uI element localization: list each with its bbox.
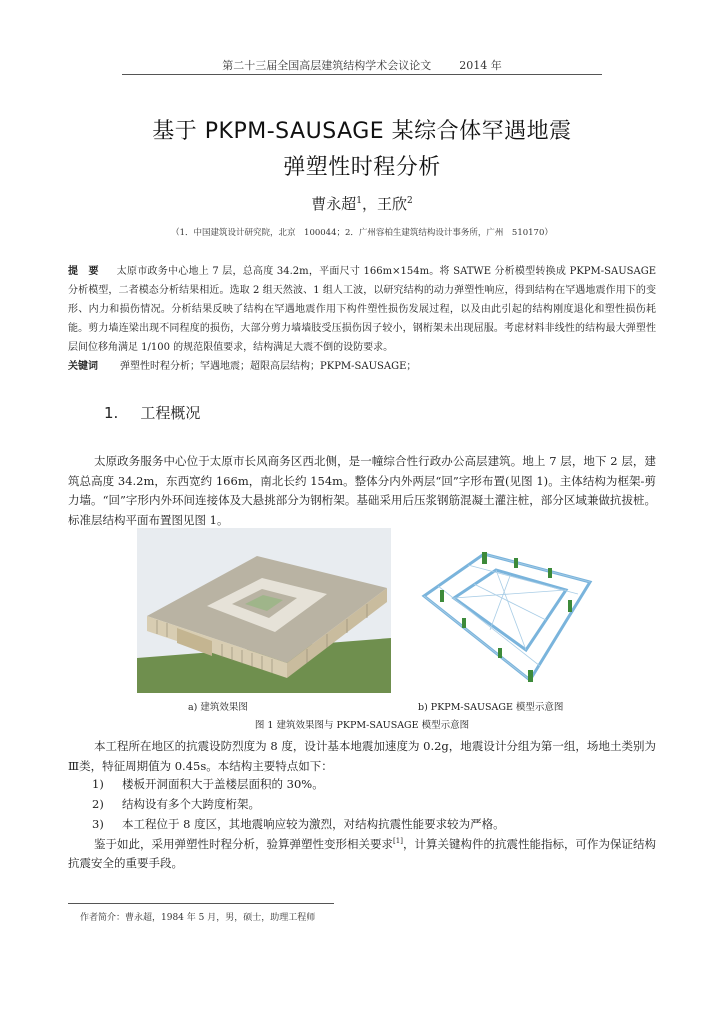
building-rendering-image xyxy=(137,528,391,693)
paragraph-seismic-parameters: 本工程所在地区的抗震设防烈度为 8 度，设计基本地震加速度为 0.2g，地震设计分组为第一组，场地土类别为Ⅲ类，特征周期值为 0.45s。本结构主要特点如下： xyxy=(68,739,656,773)
author-2-mark: 2 xyxy=(407,196,413,206)
conference-name: 第二十三届全国高层建筑结构学术会议论文 xyxy=(222,59,432,72)
list-item-number: 3) xyxy=(92,817,104,831)
list-item-number: 1) xyxy=(92,777,104,791)
list-item-text: 本工程位于 8 度区，其地震响应较为激烈，对结构抗震性能要求较为严格。 xyxy=(122,817,505,831)
paper-title-line2: 弹塑性时程分析 xyxy=(283,155,441,180)
paragraph-analysis-purpose xyxy=(68,832,656,874)
list-item-number: 2) xyxy=(92,797,104,811)
feature-list xyxy=(92,774,652,834)
author-2: 王欣 xyxy=(377,195,408,213)
abstract-label: 提 要 xyxy=(68,266,99,277)
list-item-text: 楼板开洞面积大于盖楼层面积的 30%。 xyxy=(122,777,324,791)
structural-model-image xyxy=(418,530,596,692)
running-header xyxy=(0,57,724,73)
affiliations: （1．中国建筑设计研究院，北京 100044；2．广州容柏生建筑结构设计事务所，广州 510170） xyxy=(171,228,553,238)
author-1: 曹永超 xyxy=(311,195,357,213)
keywords-label: 关键词 xyxy=(68,361,98,372)
keywords xyxy=(68,357,656,372)
section-heading xyxy=(104,402,200,423)
para3-text-after: ，计算关键构件的抗震性能指标，可作为保证结构抗震安全的重要手段。 xyxy=(68,836,657,871)
authors xyxy=(0,193,724,214)
list-item-text: 结构设有多个大跨度桁架。 xyxy=(122,797,260,811)
paper-title-line1: 基于 PKPM-SAUSAGE 某综合体罕遇地震 xyxy=(152,119,572,144)
abstract-text: 太原市政务中心地上 7 层，总高度 34.2m，平面尺寸 166m×154m。将 SATWE 分析模型转换成 PKPM-SAUSAGE 分析模型，二者模态分析结果相近。选取 2 组天然波、1 组人工波，以研究结构的动力弹塑性响应，得到结构在罕遇地震作用下的变形、内力和损伤情况。分析结果反映了结构在罕遇地震作用下构件塑性损伤发展过程，以及由此引起的结构刚度退化和塑性损伤耗能。剪力墙连梁出现不同程度的损伤，大部分剪力墙墙肢受压损伤因子较小，钢桁架未出现屈服。考虑材料非线性的结构最大弹塑性层间位移角满足 1/100 的规范限值要求，结构满足大震不倒的设防要求。 xyxy=(68,266,657,353)
section-number: 1. xyxy=(104,404,119,422)
list-item xyxy=(92,774,652,794)
conference-year: 2014 年 xyxy=(459,59,502,72)
keywords-text: 弹塑性时程分析；罕遇地震；超限高层结构；PKPM-SAUSAGE； xyxy=(120,361,417,372)
paragraph-project-overview: 太原政务服务中心位于太原市长风商务区西北侧，是一幢综合性行政办公高层建筑。地上 7 层，地下 2 层，建筑总高度 34.2m，东西宽约 166m，南北长约 154m。整体分内外两层“回”字形布置(见图 1)。主体结构为框架-剪力墙。“回”字形内外环间连接体及大悬挑部分为钢桁架。基础采用后压浆钢筋混凝土灌注桩，部分区域兼做抗拔桩。标准层结构平面布置图见图 1。 xyxy=(68,454,656,527)
author-1-mark: 1 xyxy=(356,196,362,206)
footnote-rule xyxy=(68,903,334,904)
citation-ref: [1] xyxy=(393,837,403,845)
list-item xyxy=(92,814,652,834)
para3-text-before: 鉴于如此，采用弹塑性时程分析，验算弹塑性变形相关要求 xyxy=(94,836,394,851)
abstract xyxy=(68,262,656,357)
figure-caption: 图 1 建筑效果图与 PKPM-SAUSAGE 模型示意图 xyxy=(254,720,470,731)
list-item xyxy=(92,794,652,814)
section-title: 工程概况 xyxy=(140,404,201,422)
figure-subcaption-a: a) 建筑效果图 xyxy=(188,702,248,713)
figure-subcaption-b: b) PKPM-SAUSAGE 模型示意图 xyxy=(418,702,564,713)
author-footnote: 作者简介：曹永超，1984 年 5 月，男，硕士，助理工程师 xyxy=(80,913,316,923)
author-separator: ， xyxy=(361,195,377,213)
header-rule xyxy=(122,74,602,75)
